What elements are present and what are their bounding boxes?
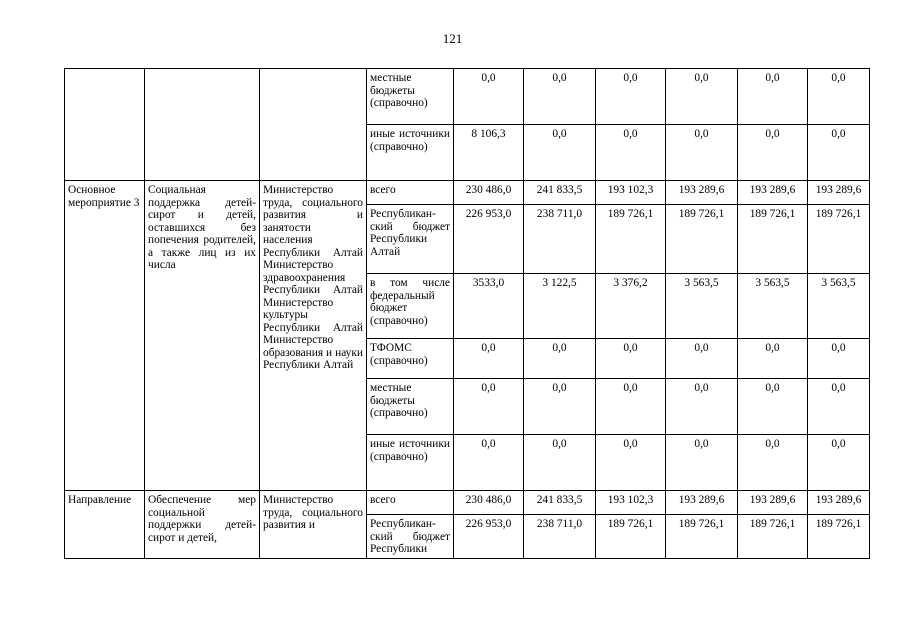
name-cell: Социальная поддержка детей-сирот и детей, оставшихся без попечения родителей, а также лиц из их числа: [145, 181, 260, 491]
source-cell: всего: [367, 491, 454, 515]
value-cell: 0,0: [808, 339, 870, 379]
value-cell: 193 102,3: [596, 491, 666, 515]
value-cell: 0,0: [666, 125, 738, 181]
source-cell: ТФОМС (справочно): [367, 339, 454, 379]
value-cell: 3 563,5: [808, 274, 870, 339]
value-cell: 0,0: [738, 125, 808, 181]
value-cell: 0,0: [738, 339, 808, 379]
value-cell: 0,0: [808, 379, 870, 435]
value-cell: 0,0: [524, 125, 596, 181]
value-cell: 0,0: [666, 435, 738, 491]
value-cell: 193 289,6: [666, 491, 738, 515]
executor-cell: [260, 69, 367, 181]
type-cell: Основное мероприятие 3: [65, 181, 145, 491]
value-cell: 193 289,6: [666, 181, 738, 205]
table-row: [65, 491, 870, 515]
value-cell: 189 726,1: [808, 515, 870, 559]
value-cell: 0,0: [454, 379, 524, 435]
value-cell: 193 102,3: [596, 181, 666, 205]
value-cell: 0,0: [524, 435, 596, 491]
value-cell: 0,0: [596, 339, 666, 379]
source-cell: иные источники (справочно): [367, 125, 454, 181]
value-cell: 189 726,1: [666, 515, 738, 559]
value-cell: 8 106,3: [454, 125, 524, 181]
source-cell: местные бюджеты (справочно): [367, 69, 454, 125]
value-cell: 0,0: [808, 125, 870, 181]
value-cell: 0,0: [808, 435, 870, 491]
value-cell: 193 289,6: [738, 181, 808, 205]
value-cell: 193 289,6: [808, 491, 870, 515]
value-cell: 189 726,1: [808, 205, 870, 274]
source-cell: иные источники (справочно): [367, 435, 454, 491]
source-cell: Республикан-ский бюджет Республики Алтай: [367, 205, 454, 274]
value-cell: 3 376,2: [596, 274, 666, 339]
value-cell: 3 563,5: [666, 274, 738, 339]
value-cell: 0,0: [524, 69, 596, 125]
value-cell: 3 122,5: [524, 274, 596, 339]
value-cell: 3533,0: [454, 274, 524, 339]
value-cell: 189 726,1: [596, 515, 666, 559]
value-cell: 238 711,0: [524, 205, 596, 274]
value-cell: 0,0: [454, 339, 524, 379]
value-cell: 226 953,0: [454, 205, 524, 274]
value-cell: 0,0: [596, 435, 666, 491]
value-cell: 189 726,1: [738, 205, 808, 274]
type-cell: [65, 69, 145, 181]
executor-cell: Министерство труда, социального развития и: [260, 491, 367, 559]
value-cell: 238 711,0: [524, 515, 596, 559]
source-cell: Республикан-ский бюджет Республики: [367, 515, 454, 559]
name-cell: Обеспечение мер социальной поддержки детей-сирот и детей,: [145, 491, 260, 559]
value-cell: 241 833,5: [524, 491, 596, 515]
value-cell: 230 486,0: [454, 181, 524, 205]
source-cell: всего: [367, 181, 454, 205]
executor-cell: Министерство труда, социального развития и занятости населения Республики Алтай Министерство здравоохранения Республики Алтай Министерство культуры Республики Алтай Министерство образования и науки Республики Алтай: [260, 181, 367, 491]
source-cell: в том числе федеральный бюджет (справочно): [367, 274, 454, 339]
table-row: [65, 181, 870, 205]
value-cell: 3 563,5: [738, 274, 808, 339]
budget-table: [64, 68, 870, 559]
value-cell: 241 833,5: [524, 181, 596, 205]
value-cell: 0,0: [524, 379, 596, 435]
type-cell: Направление: [65, 491, 145, 559]
value-cell: 0,0: [738, 435, 808, 491]
value-cell: 0,0: [666, 69, 738, 125]
value-cell: 226 953,0: [454, 515, 524, 559]
value-cell: 189 726,1: [738, 515, 808, 559]
value-cell: 193 289,6: [808, 181, 870, 205]
table-row: [65, 69, 870, 125]
value-cell: 0,0: [596, 69, 666, 125]
value-cell: 189 726,1: [596, 205, 666, 274]
value-cell: 0,0: [808, 69, 870, 125]
name-cell: [145, 69, 260, 181]
value-cell: 189 726,1: [666, 205, 738, 274]
value-cell: 0,0: [666, 379, 738, 435]
value-cell: 0,0: [454, 69, 524, 125]
value-cell: 193 289,6: [738, 491, 808, 515]
value-cell: 0,0: [666, 339, 738, 379]
source-cell: местные бюджеты (справочно): [367, 379, 454, 435]
value-cell: 0,0: [596, 125, 666, 181]
value-cell: 0,0: [524, 339, 596, 379]
value-cell: 0,0: [454, 435, 524, 491]
value-cell: 0,0: [738, 379, 808, 435]
value-cell: 230 486,0: [454, 491, 524, 515]
page-number: 121: [442, 31, 463, 46]
value-cell: 0,0: [596, 379, 666, 435]
value-cell: 0,0: [738, 69, 808, 125]
